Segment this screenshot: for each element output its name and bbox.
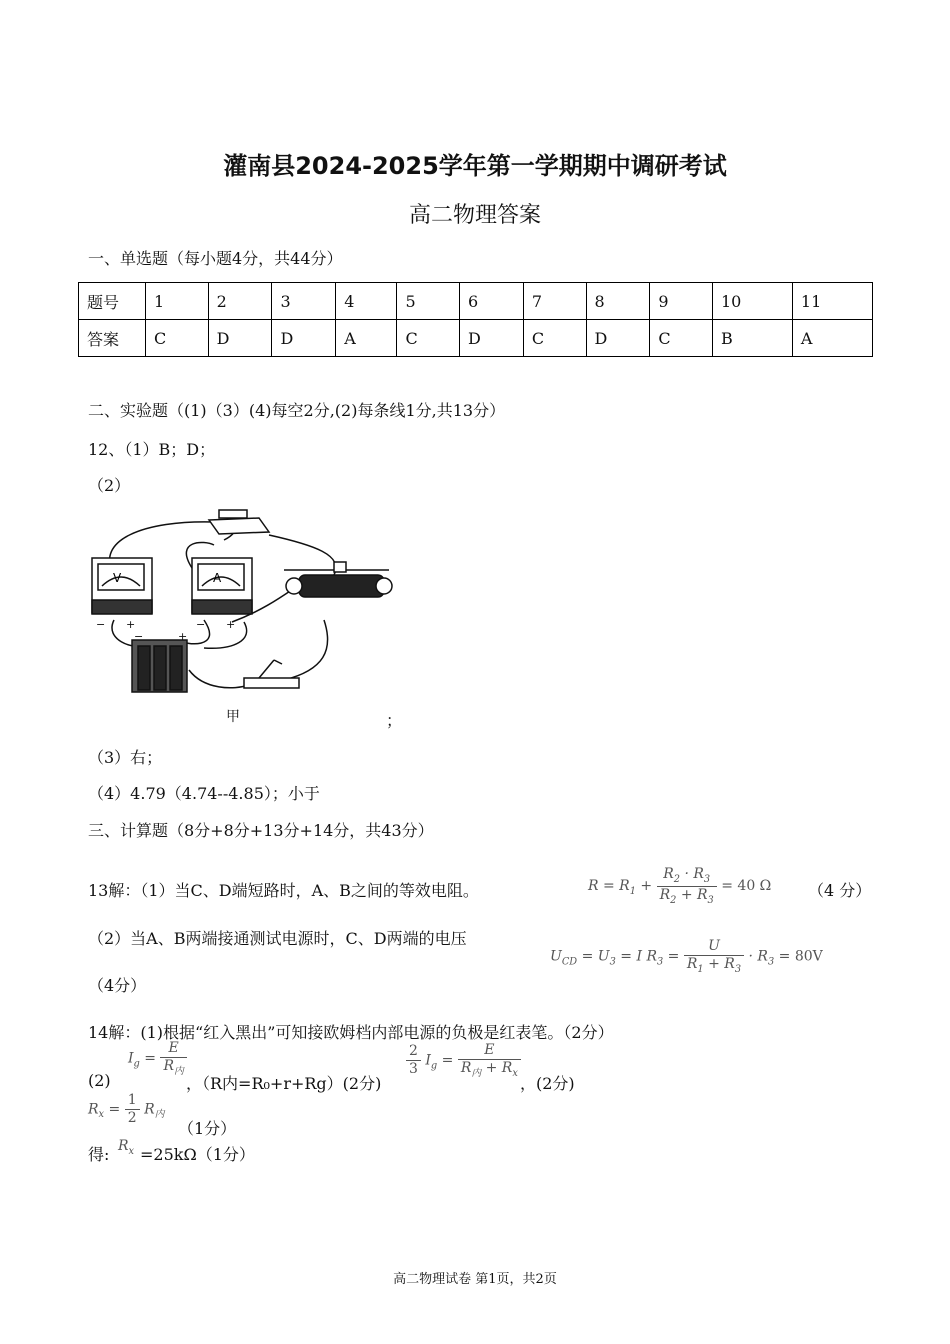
table-cell: D (586, 320, 650, 357)
answer-table (78, 282, 873, 357)
q14-part2-end: ，(2分) (520, 1074, 575, 1093)
q12-part2: （2） (88, 476, 131, 495)
q14-part2-mid: ，（R内=R₀+r+Rg）(2分) (186, 1074, 382, 1093)
page-footer: 高二物理试卷 第1页，共2页 (393, 1272, 557, 1287)
q12-part4: （4）4.79（4.74--4.85）；小于 (88, 784, 320, 803)
knife-switch (244, 660, 299, 688)
table-cell: 8 (586, 283, 650, 320)
page-subtitle: 高二物理答案 (408, 203, 541, 228)
table-cell: A (792, 320, 872, 357)
table-cell: 答案 (79, 320, 146, 357)
table-cell: A (336, 320, 397, 357)
table-cell: D (272, 320, 336, 357)
table-cell: 3 (272, 283, 336, 320)
ammeter-label: A (213, 571, 222, 585)
q14-part3-end: （1分） (178, 1119, 237, 1138)
table-cell: B (712, 320, 792, 357)
table-cell: 4 (336, 283, 397, 320)
q14-formula-1: $I_g$ = $\frac{E}{R_内}$ (128, 1040, 187, 1077)
battery (132, 640, 187, 692)
figure-after: ； (386, 711, 403, 730)
voltmeter-label: V (113, 571, 122, 585)
q13-score-2: （4分） (88, 976, 147, 995)
table-cell: D (460, 320, 524, 357)
svg-text:−: − (196, 618, 206, 631)
svg-text:+: + (126, 618, 136, 631)
rheostat (284, 562, 392, 597)
q14-formula-4: $R_x$ (118, 1138, 135, 1157)
table-cell: 6 (460, 283, 524, 320)
q13-score-1: （4 分） (808, 881, 872, 900)
q13-part1: 13解：（1）当C、D端短路时，A、B之间的等效电阻。 (88, 881, 479, 900)
key-switch (209, 510, 269, 534)
section1-heading: 一、单选题（每小题4分，共44分） (88, 249, 343, 268)
table-row (79, 283, 873, 320)
svg-text:−: − (134, 630, 144, 643)
q14-part1: 14解：(1)根据“红入黑出”可知接欧姆档内部电源的负极是红表笔。（2分） (88, 1023, 614, 1042)
q14-part4-label: 得: (88, 1145, 110, 1164)
q14-formula-3: $R_x$ = $\frac{1}{2}$ $R_内$ (88, 1092, 165, 1126)
voltmeter (92, 558, 152, 614)
svg-text:+: + (178, 630, 188, 643)
section3-heading: 三、计算题（8分+8分+13分+14分，共43分） (88, 821, 434, 840)
table-cell: C (146, 320, 209, 357)
q13-formula-1: $R = R_1$ + $\frac{R_2 \cdot R_3}{R_2 + R_3}$ = 40 Ω (588, 866, 772, 906)
page-title: 灌南县2024-2025学年第一学期期中调研考试 (223, 152, 727, 180)
figure-caption: 甲 (226, 709, 240, 725)
section2-heading: 二、实验题（(1)（3）(4)每空2分,(2)每条线1分,共13分） (88, 401, 506, 420)
table-cell: C (397, 320, 460, 357)
q13-part2: （2）当A、B两端接通测试电源时，C、D两端的电压 (88, 929, 467, 948)
table-cell: 9 (650, 283, 713, 320)
circuit-diagram (84, 500, 404, 730)
q12-part1: 12、（1）B；D； (88, 440, 216, 459)
table-cell: C (523, 320, 586, 357)
q14-formula-2: $\frac{2}{3}$ $I_g$ = $\frac{E}{R_内 + R_x}$ (406, 1042, 521, 1079)
q13-formula-2: $U_{CD} = U_3 = I$ $R_3$ = $\frac{U}{R_1 + R_3}$ · $R_3 = 80V$ (550, 938, 823, 975)
svg-text:+: + (226, 618, 236, 631)
table-cell: 10 (712, 283, 792, 320)
table-row (79, 320, 873, 357)
table-cell: C (650, 320, 713, 357)
table-cell: 5 (397, 283, 460, 320)
q14-part2-label: (2) (88, 1071, 111, 1090)
ammeter (192, 558, 252, 614)
table-cell: 1 (146, 283, 209, 320)
table-cell: 题号 (79, 283, 146, 320)
svg-text:−: − (96, 618, 106, 631)
q14-part4-value: =25kΩ（1分） (140, 1145, 255, 1164)
table-cell: D (208, 320, 272, 357)
table-cell: 2 (208, 283, 272, 320)
q12-part3: （3）右； (88, 748, 163, 767)
table-cell: 7 (523, 283, 586, 320)
table-cell: 11 (792, 283, 872, 320)
